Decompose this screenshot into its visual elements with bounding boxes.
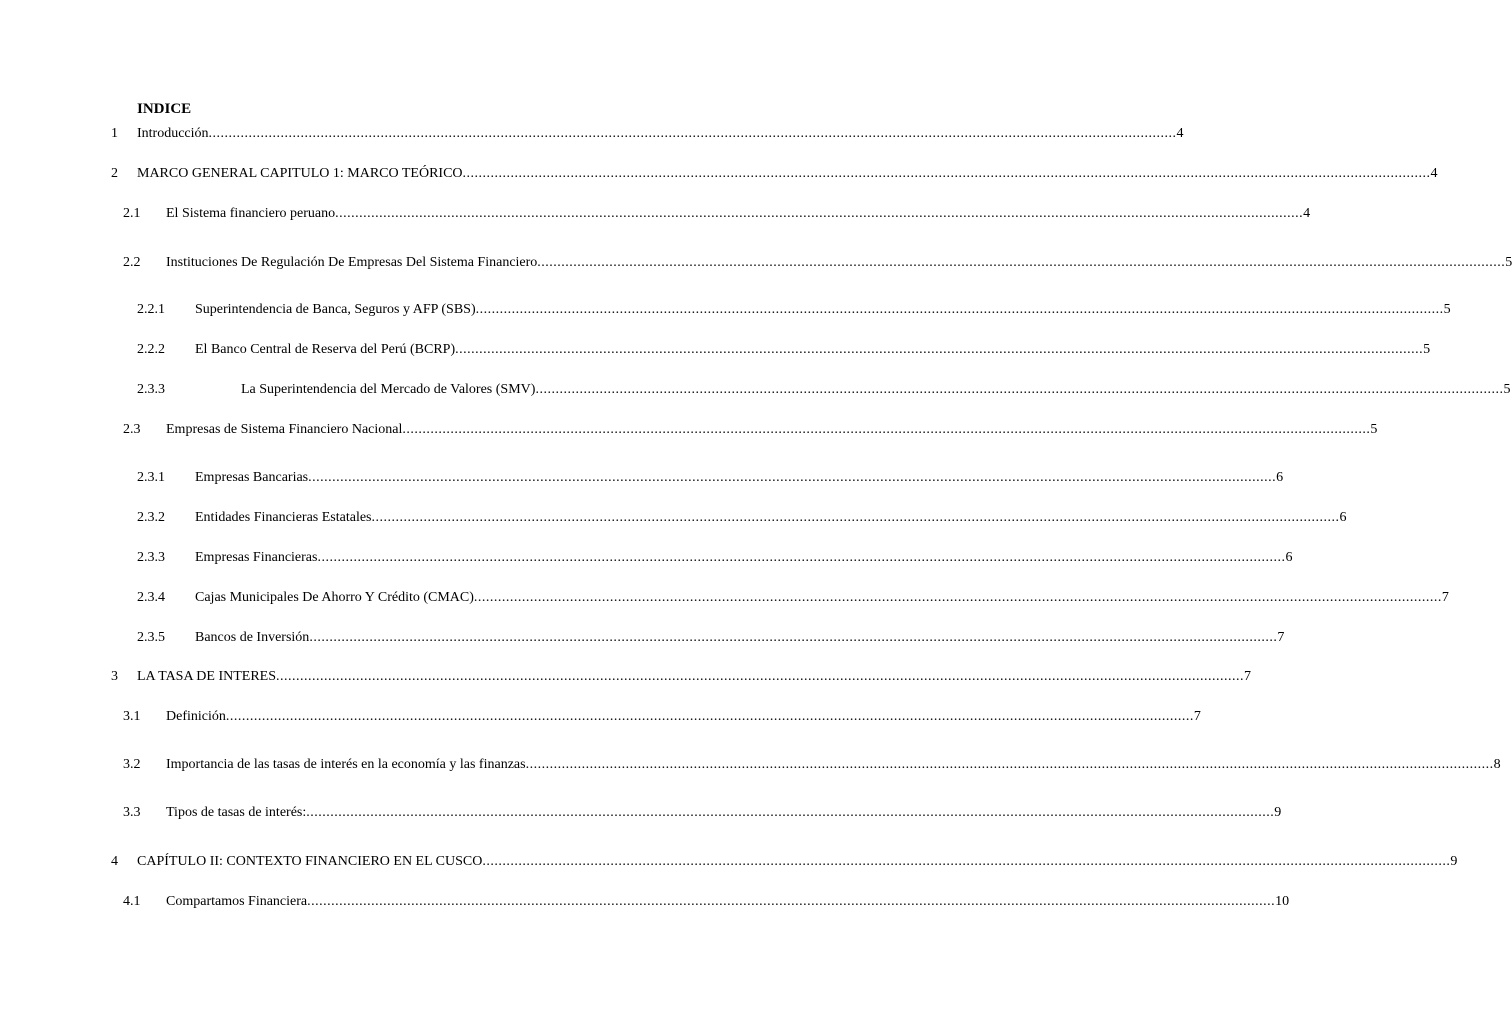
toc-entry-leader: .................................................................................................................................................................................................................................................. (462, 166, 1431, 181)
toc-entry-leader: .................................................................................................................................................................................................................................................. (208, 126, 1177, 141)
toc-entry-text: Tipos de tasas de interés: (166, 805, 307, 820)
toc-entry-text: Entidades Financieras Estatales (195, 510, 372, 525)
toc-entry-text: Cajas Municipales De Ahorro Y Crédito (CMAC) (195, 590, 474, 605)
toc-entry[interactable] (137, 341, 1431, 359)
toc-entry-page: 10 (1275, 894, 1290, 909)
toc-title: INDICE (137, 101, 192, 117)
toc-entry-page: 7 (1277, 630, 1285, 645)
toc-entry-page: 6 (1276, 470, 1284, 485)
toc-entry-number: 3.1 (123, 709, 141, 724)
toc-entry[interactable] (123, 804, 1282, 822)
toc-entry-text: Empresas Bancarias (195, 470, 309, 485)
toc-entry[interactable] (123, 893, 1290, 911)
toc-entry-leader: .................................................................................................................................................................................................................................................. (307, 894, 1276, 909)
toc-entry-number: 2.3.5 (137, 630, 165, 645)
toc-entry-text: LA TASA DE INTERES (137, 669, 277, 684)
toc-entry-text: MARCO GENERAL CAPITULO 1: MARCO TEÓRICO (137, 166, 463, 181)
toc-entry-text: Importancia de las tasas de interés en la economía y las finanzas (166, 757, 526, 772)
toc-entry-number: 2 (111, 166, 118, 181)
toc-entry-number: 3.2 (123, 757, 141, 772)
toc-entry-leader: .................................................................................................................................................................................................................................................. (535, 382, 1504, 397)
toc-entry-number: 2.3.2 (137, 510, 165, 525)
toc-entry[interactable] (137, 509, 1347, 527)
toc-entry-number: 2.3.3 (137, 550, 165, 565)
toc-entry[interactable] (123, 708, 1201, 726)
toc-entry[interactable] (137, 469, 1284, 487)
toc-entry[interactable] (123, 756, 1501, 774)
toc-entry-leader: .................................................................................................................................................................................................................................................. (317, 550, 1286, 565)
toc-entry-page: 6 (1285, 550, 1293, 565)
toc-entry-number: 3.3 (123, 805, 141, 820)
toc-entry-page: 4 (1430, 166, 1438, 181)
toc-entry[interactable] (111, 125, 1184, 143)
toc-entry-page: 5 (1505, 255, 1512, 270)
toc-entry-leader: .................................................................................................................................................................................................................................................. (308, 470, 1277, 485)
toc-entry-text: Introducción (137, 126, 209, 141)
toc-entry[interactable] (111, 165, 1438, 183)
toc-entry-leader: .................................................................................................................................................................................................................................................. (309, 630, 1278, 645)
toc-entry-leader: .................................................................................................................................................................................................................................................. (455, 342, 1424, 357)
toc-entry-page: 9 (1450, 854, 1458, 869)
toc-entry-page: 9 (1274, 805, 1282, 820)
toc-entry-leader: .................................................................................................................................................................................................................................................. (371, 510, 1340, 525)
toc-entry-page: 5 (1370, 422, 1378, 437)
toc-entry-text: Definición (166, 709, 226, 724)
toc-entry-text: La Superintendencia del Mercado de Valores (SMV) (241, 382, 536, 397)
toc-entry[interactable] (137, 629, 1285, 647)
toc-entry-number: 2.2 (123, 255, 141, 270)
toc-entry-leader: .................................................................................................................................................................................................................................................. (276, 669, 1245, 684)
toc-entry-leader: .................................................................................................................................................................................................................................................. (306, 805, 1275, 820)
toc-entry-page: 4 (1176, 126, 1184, 141)
toc-entry[interactable] (111, 668, 1252, 686)
toc-entry-page: 7 (1193, 709, 1201, 724)
toc-entry-leader: .................................................................................................................................................................................................................................................. (402, 422, 1371, 437)
toc-entry-text: El Sistema financiero peruano (166, 206, 336, 221)
toc-entry-text: Bancos de Inversión (195, 630, 310, 645)
toc-entry[interactable] (137, 301, 1451, 319)
toc-entry-number: 2.3.1 (137, 470, 165, 485)
toc-entry-number: 4.1 (123, 894, 141, 909)
toc-entry-number: 2.2.1 (137, 302, 165, 317)
toc-entry-text: Empresas Financieras (195, 550, 318, 565)
toc-entry-page: 6 (1339, 510, 1347, 525)
toc-entry-text: Compartamos Financiera (166, 894, 308, 909)
toc-entry-leader: .................................................................................................................................................................................................................................................. (537, 255, 1506, 270)
toc-entry[interactable] (123, 205, 1311, 223)
toc-entry-text: CAPÍTULO II: CONTEXTO FINANCIERO EN EL CUSCO (137, 854, 483, 869)
toc-entry-number: 2.1 (123, 206, 141, 221)
toc-entry-number: 2.3.4 (137, 590, 165, 605)
toc-entry-leader: .................................................................................................................................................................................................................................................. (525, 757, 1494, 772)
toc-entry-page: 7 (1244, 669, 1252, 684)
toc-entry-leader: .................................................................................................................................................................................................................................................. (482, 854, 1451, 869)
toc-entry-leader: .................................................................................................................................................................................................................................................. (335, 206, 1304, 221)
toc-entry-text: Instituciones De Regulación De Empresas Del Sistema Financiero (166, 255, 538, 270)
toc-entry-number: 3 (111, 669, 118, 684)
toc-entry-page: 4 (1303, 206, 1311, 221)
toc-entry-text: El Banco Central de Reserva del Perú (BCRP) (195, 342, 456, 357)
toc-entry-page: 5 (1503, 382, 1511, 397)
toc-entry[interactable] (137, 589, 1449, 607)
toc-entry-number: 2.3 (123, 422, 141, 437)
toc-entry-leader: .................................................................................................................................................................................................................................................. (475, 302, 1444, 317)
toc-entry-leader: .................................................................................................................................................................................................................................................. (473, 590, 1442, 605)
toc-entry[interactable] (137, 381, 1511, 399)
toc-entry-page: 8 (1493, 757, 1501, 772)
toc-entry-text: Superintendencia de Banca, Seguros y AFP (SBS) (195, 302, 476, 317)
toc-entry[interactable] (111, 853, 1458, 871)
toc-entry-number: 1 (111, 126, 118, 141)
toc-entry[interactable] (123, 254, 1512, 272)
toc-entry-text: Empresas de Sistema Financiero Nacional (166, 422, 403, 437)
toc-entry-page: 5 (1423, 342, 1431, 357)
toc-entry-number: 2.3.3 (137, 382, 165, 397)
toc-entry-leader: .................................................................................................................................................................................................................................................. (225, 709, 1194, 724)
toc-entry-number: 2.2.2 (137, 342, 165, 357)
toc-entry-page: 5 (1443, 302, 1451, 317)
toc-entry-number: 4 (111, 854, 118, 869)
toc-entry[interactable] (123, 421, 1378, 439)
toc-entry[interactable] (137, 549, 1293, 567)
toc-entry-page: 7 (1441, 590, 1449, 605)
